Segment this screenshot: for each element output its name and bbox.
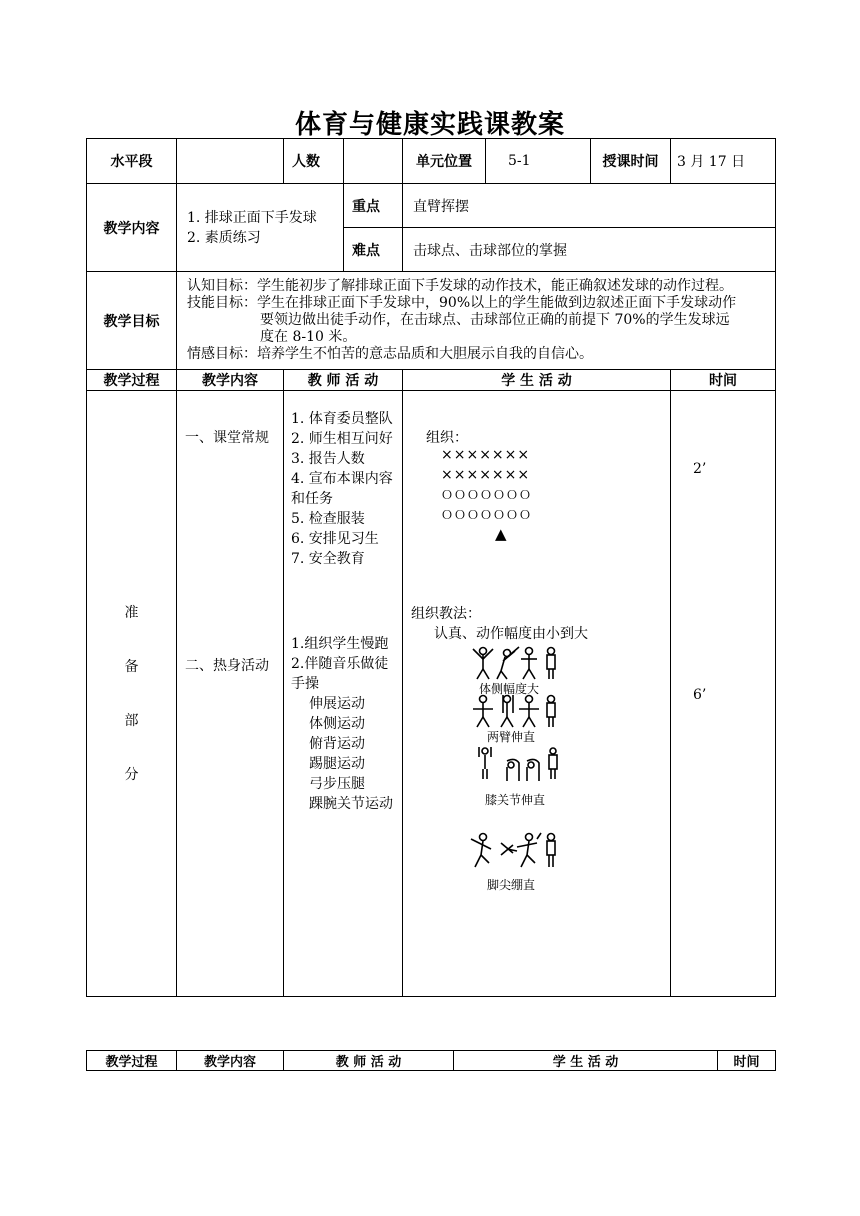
warmup-time: 6’ [693, 687, 707, 703]
unit-label: 单元位置 [403, 139, 486, 184]
goals-text [177, 272, 776, 370]
figure-caption: 两臂伸直 [487, 730, 536, 744]
skill-goal: 技能目标：学生在排球正面下手发球中，90%以上的学生能做到边叙述正面下手发球动作 [187, 295, 737, 311]
knee-straight-figures [479, 747, 557, 781]
key-point-value: 直臂挥摆 [403, 184, 776, 228]
count-value [344, 139, 403, 184]
cognitive-goal: 认知目标：学生能初步了解排球正面下手发球的动作技术，能正确叙述发球的动作过程。 [187, 278, 733, 294]
list-item: 体侧运动 [309, 716, 365, 732]
content-item: 1. 排球正面下手发球 [187, 209, 317, 226]
col-student: 学 生 活 动 [454, 1051, 718, 1071]
process-header-row [87, 370, 776, 391]
level-label: 水平段 [87, 139, 177, 184]
list-item: 2. 师生相互问好 [291, 431, 393, 447]
prep-part-label: 准 备 部 分 [87, 391, 177, 997]
goals-label: 教学目标 [87, 272, 177, 370]
key-point-label: 重点 [344, 184, 403, 228]
lesson-plan-table [86, 138, 776, 997]
list-item: 伸展运动 [309, 696, 365, 712]
figure-caption: 脚尖绷直 [487, 878, 536, 892]
formation-row: ＯＯＯＯＯＯＯ [441, 488, 533, 502]
figure-caption: 膝关节伸直 [485, 793, 546, 807]
list-item: 俯背运动 [309, 736, 365, 752]
list-item: 4. 宣布本课内容和任务 [291, 471, 393, 507]
prep-section-row [87, 391, 776, 997]
col-time: 时间 [671, 370, 776, 391]
formation-diagram [441, 445, 532, 525]
page-title: 体育与健康实践课教案 [294, 110, 565, 140]
list-item: 1. 体育委员整队 [291, 411, 393, 427]
routine-teacher-list [291, 409, 402, 569]
section-warmup-title: 二、热身活动 [185, 658, 269, 674]
date-label: 授课时间 [591, 139, 671, 184]
unit-value: 5-1 [486, 139, 591, 184]
col-process: 教学过程 [87, 1051, 177, 1071]
col-content: 教学内容 [177, 370, 284, 391]
warmup-teacher-list [291, 634, 402, 814]
content-item: 2. 素质练习 [187, 229, 261, 246]
header-row [87, 139, 776, 184]
col-content: 教学内容 [177, 1051, 284, 1071]
teacher-position-icon: ▲ [495, 525, 507, 543]
side-bend-figures [473, 647, 555, 679]
list-item: 弓步压腿 [309, 776, 365, 792]
content-items [177, 184, 344, 272]
figure-caption: 体侧幅度大 [479, 682, 540, 696]
difficulty-value: 击球点、击球部位的掌握 [403, 228, 776, 272]
pointed-toes-figures [471, 833, 555, 867]
col-teacher: 教 师 活 动 [284, 370, 403, 391]
col-teacher: 教 师 活 动 [284, 1051, 454, 1071]
next-page-header-table [86, 1050, 776, 1071]
formation-row: ＯＯＯＯＯＯＯ [441, 508, 533, 522]
method-label: 组织教法： [411, 606, 481, 622]
organization-label: 组织： [426, 430, 468, 446]
skill-goal-cont: 度在 8-10 米。 [260, 329, 357, 345]
col-student: 学 生 活 动 [403, 370, 671, 391]
formation-row: ××××××× [441, 467, 531, 483]
col-process: 教学过程 [87, 370, 177, 391]
list-item: 6. 安排见习生 [291, 531, 379, 547]
formation-row: ××××××× [441, 447, 531, 463]
list-item: 3. 报告人数 [291, 451, 365, 467]
routine-time: 2’ [693, 461, 707, 477]
level-value [177, 139, 284, 184]
list-item: 踢腿运动 [309, 756, 365, 772]
list-item: 踝腕关节运动 [309, 796, 393, 812]
date-value: 3 月 17 日 [671, 139, 776, 184]
process-header-row [87, 1051, 776, 1071]
list-item: 2.伴随音乐做徒手操 [291, 656, 389, 692]
content-label: 教学内容 [87, 184, 177, 272]
list-item: 5. 检查服装 [291, 511, 365, 527]
col-time: 时间 [718, 1051, 776, 1071]
affective-goal: 情感目标：培养学生不怕苦的意志品质和大胆展示自我的自信心。 [187, 346, 593, 362]
arms-straight-figures [473, 695, 555, 727]
section-routine-title: 一、课堂常规 [185, 430, 269, 446]
count-label: 人数 [284, 139, 344, 184]
method-note: 认真、动作幅度由小到大 [434, 626, 588, 642]
skill-goal-cont: 要领边做出徒手动作，在击球点、击球部位正确的前提下 70%的学生发球远 [260, 312, 730, 328]
list-item: 7. 安全教育 [291, 551, 365, 567]
list-item: 1.组织学生慢跑 [291, 636, 389, 652]
difficulty-label: 难点 [344, 228, 403, 272]
